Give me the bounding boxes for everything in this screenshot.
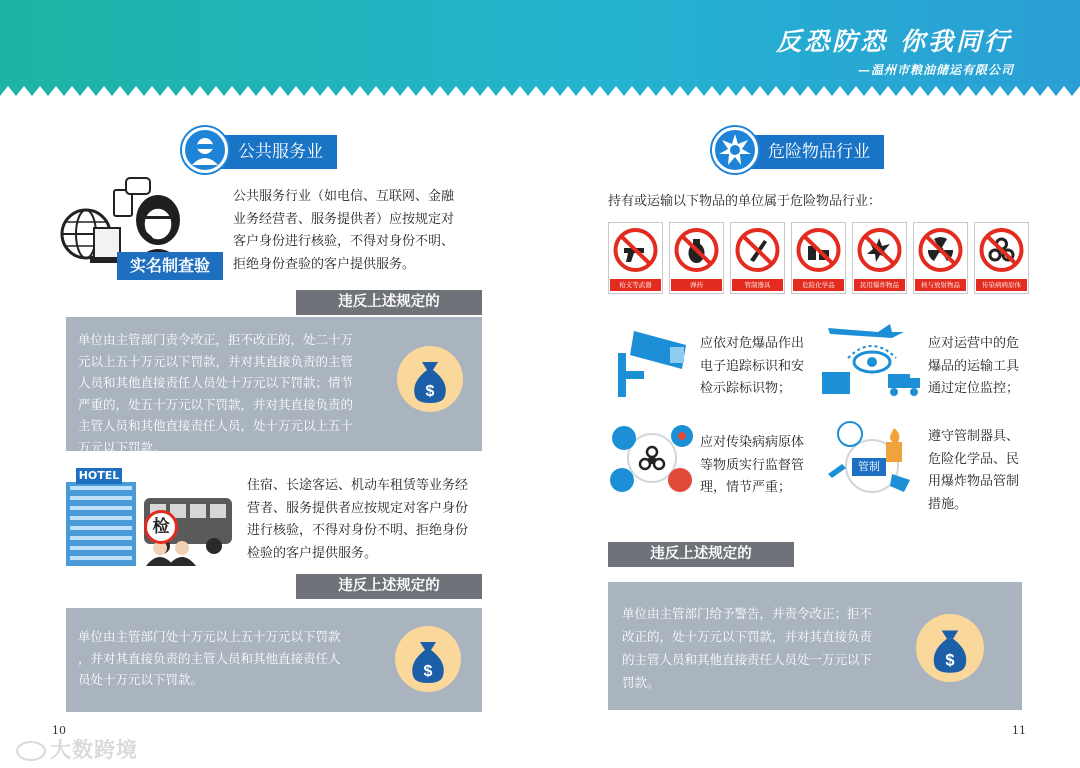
sign-label: 弹药 — [671, 279, 722, 291]
penalty-line: 单位由主管部门处十万元以上五十万元以下罚款 — [78, 629, 341, 644]
violation-label-2: 违反上述规定的 — [296, 574, 482, 599]
paragraph-line: 住宿、长途客运、机动车租赁等业务经 — [247, 478, 469, 493]
no-explosives-icon — [856, 226, 903, 278]
duty-line: 遵守管制器具、 — [928, 429, 1020, 444]
svg-text:$: $ — [425, 383, 435, 400]
explosion-icon — [712, 127, 758, 173]
duty-line: 应依对危爆品作出 — [700, 336, 805, 351]
duty-line: 危险化学品、民 — [928, 451, 1020, 467]
hotel-sign: HOTEL — [76, 468, 122, 484]
real-name-check-illustration — [60, 176, 225, 282]
penalty-line: 人员和其他直接责任人员处十万元以下罚款；情节 — [78, 375, 354, 390]
public-service-heading — [182, 135, 372, 169]
paragraph-line: 进行核验，不得对身份不明、拒绝身份 — [247, 523, 469, 538]
watermark-text: 大数跨境 — [50, 738, 138, 762]
sign-label: 危险化学品 — [793, 279, 844, 291]
money-bag-icon — [916, 614, 984, 682]
duty-transport-text — [928, 333, 1038, 401]
duty-line: 通过定位监控； — [928, 381, 1020, 396]
violation-label-3: 违反上述规定的 — [608, 542, 794, 567]
paragraph-line: 营者、服务提供者应按规定对客户身份 — [247, 500, 469, 516]
paragraph-line: 拒绝身份查验的客户提供服务。 — [233, 256, 416, 272]
duty-tracking-text — [700, 333, 820, 401]
control-measures-icon — [820, 420, 920, 502]
dangerous-goods-title: 危险物品行业 — [738, 135, 884, 169]
no-chemicals-icon — [795, 226, 842, 278]
hotel-bus-illustration — [64, 464, 234, 569]
no-radiation-icon — [917, 226, 964, 278]
violation-label-1: 违反上述规定的 — [296, 290, 482, 315]
sign-civil-explosives — [852, 222, 907, 294]
penalty-line: 改正的，处十万元以下罚款，并对其直接负责 — [622, 629, 873, 644]
customer-service-icon — [182, 127, 228, 173]
penalty-line: 单位由主管部门给予警告，并责令改正；拒不 — [622, 606, 873, 621]
svg-text:$: $ — [423, 663, 433, 680]
duty-line: 应对运营中的危 — [928, 336, 1020, 351]
penalty-line: 罚款。 — [622, 675, 660, 690]
paragraph-line: 公共服务行业（如电信、互联网、金融 — [233, 189, 455, 204]
sign-controlled-tools — [730, 222, 785, 294]
duty-line: 应对传染病病原体 — [700, 435, 805, 450]
penalty-line: 主管人员和其他直接责任人员，处十万元以上五十 — [78, 418, 354, 433]
header-title: 反恐防恐 你我同行 — [776, 27, 1012, 56]
sign-label: 传染病病原体 — [976, 279, 1027, 291]
sign-ammunition — [669, 222, 724, 294]
duty-line: 电子追踪标识和安 — [700, 358, 805, 374]
sign-label: 枪支等武器 — [610, 279, 661, 291]
penalty-line: 万元以下罚款。 — [78, 439, 166, 455]
watermark-logo-icon — [16, 741, 46, 761]
real-name-check-badge: 实名制查验 — [117, 252, 223, 280]
sign-weapons — [608, 222, 663, 294]
paragraph-line: 检验的客户提供服务。 — [247, 545, 378, 561]
duty-line: 措施。 — [928, 496, 968, 512]
pathogen-monitoring-icon — [606, 418, 698, 500]
check-badge: 检 — [144, 510, 178, 544]
watermark — [16, 734, 138, 764]
duty-line: 等物质实行监督管 — [700, 457, 805, 473]
cctv-camera-icon — [612, 325, 692, 400]
svg-text:$: $ — [945, 651, 955, 670]
penalty-line: 的主管人员和其他直接责任人员处一万元以下 — [622, 652, 873, 667]
penalty-line: 元以上五十万元以下罚款，并对其直接负责的主管 — [78, 353, 354, 369]
duty-control-text — [928, 426, 1038, 516]
header-subtitle: —温州市粮油储运有限公司 — [857, 63, 1014, 77]
duty-line: 理，情节严重； — [700, 480, 792, 495]
penalty-line: ，并对其直接负责的主管人员和其他直接责任人 — [78, 650, 341, 666]
transport-monitoring-icon — [818, 318, 922, 400]
no-knife-icon — [734, 226, 781, 278]
sign-pathogens — [974, 222, 1029, 294]
sign-label: 核与放射物品 — [915, 279, 966, 291]
sign-nuclear-radioactive — [913, 222, 968, 294]
duty-line: 检示踪标识物； — [700, 381, 792, 396]
no-guns-icon — [612, 226, 659, 278]
paragraph-line: 业务经营者、服务提供者）应按规定对 — [233, 211, 455, 227]
duty-line: 爆品的运输工具 — [928, 358, 1020, 374]
control-label: 管制 — [852, 458, 886, 476]
penalty-line: 员处十万元以下罚款。 — [78, 672, 204, 687]
dangerous-goods-intro: 持有或运输以下物品的单位属于危险物品行业： — [608, 194, 882, 209]
money-bag-icon — [395, 626, 461, 692]
no-grenade-icon — [673, 226, 720, 278]
penalty-line: 严重的，处五十万元以下罚款，并对其直接负责的 — [78, 396, 354, 412]
page-number-right: 11 — [1012, 724, 1026, 737]
page-header — [0, 0, 1080, 100]
paragraph-line: 客户身份进行核验，不得对身份不明、 — [233, 234, 455, 249]
no-biohazard-icon — [978, 226, 1025, 278]
money-bag-icon — [397, 346, 463, 412]
duty-pathogen-text — [700, 432, 820, 500]
sign-hazardous-chemicals — [791, 222, 846, 294]
penalty-line: 单位由主管部门责令改正，拒不改正的，处二十万 — [78, 332, 354, 347]
dangerous-goods-heading — [712, 135, 896, 169]
sign-label: 民用爆炸物品 — [854, 279, 905, 291]
lodging-paragraph — [247, 475, 492, 565]
public-service-paragraph — [233, 186, 488, 276]
public-service-title: 公共服务业 — [208, 135, 337, 169]
sign-label: 管制器具 — [732, 279, 783, 291]
duty-line: 用爆炸物品管制 — [928, 474, 1020, 489]
page-number-left: 10 — [52, 724, 66, 737]
